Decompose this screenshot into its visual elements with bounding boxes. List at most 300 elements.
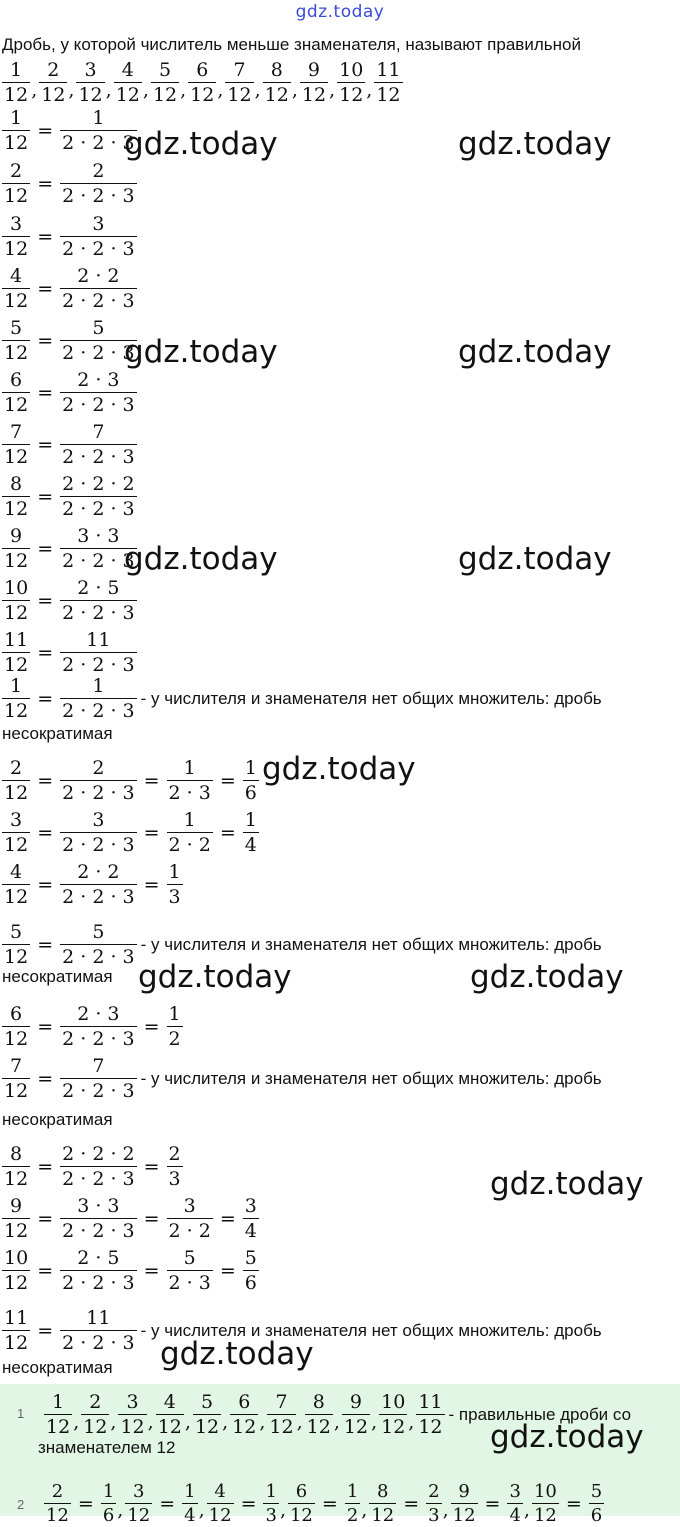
answer-fraction (44, 1480, 71, 1527)
fraction-denominator: 12 (4, 238, 29, 260)
fraction-left (2, 264, 30, 313)
answer-fraction (379, 1390, 407, 1439)
comma: , (184, 1411, 191, 1433)
fraction-denominator: 2 · 2 · 3 (62, 1080, 135, 1102)
answer-reduced-fraction (263, 1480, 278, 1527)
fraction-left (2, 316, 30, 365)
watermark: gdz.today (138, 959, 292, 995)
factorization-row (2, 159, 137, 208)
fraction-numerator: 6 (295, 1481, 308, 1502)
equals-sign: = (143, 1155, 160, 1178)
fraction-denominator: 12 (371, 1505, 395, 1526)
fraction-denominator: 4 (184, 1505, 196, 1526)
fraction-numerator: 3 · 3 (77, 1195, 120, 1217)
fraction-denominator: 12 (4, 834, 29, 856)
fraction-denominator: 2 · 2 · 3 (62, 238, 135, 260)
equals-sign: = (159, 1492, 176, 1515)
watermark: gdz.today (262, 751, 416, 787)
fraction-denominator: 12 (4, 886, 29, 908)
irreducible-note: - у числителя и знаменателя нет общих множитель: дробь (140, 1068, 602, 1088)
fraction-denominator: 12 (4, 782, 29, 804)
fraction-numerator: 2 · 2 (77, 861, 120, 883)
fraction-left (2, 756, 30, 805)
fraction-numerator: 2 (92, 757, 105, 779)
factorization-row (2, 524, 137, 573)
fraction-numerator: 1 (168, 861, 181, 883)
watermark: gdz.today (458, 334, 612, 370)
irreducible-note: - у числителя и знаменателя нет общих множитель: дробь (140, 688, 602, 708)
fraction-denominator: 2 · 3 (168, 782, 211, 804)
factorization-row (2, 316, 137, 365)
answer-fraction (305, 1390, 333, 1439)
fraction-result (243, 756, 259, 805)
fraction-denominator: 4 (244, 1220, 257, 1242)
fraction-denominator: 2 · 2 · 3 (62, 1168, 135, 1190)
list-fraction (374, 58, 402, 107)
answer-fraction (416, 1390, 444, 1439)
fraction-denominator: 12 (4, 602, 29, 624)
equals-sign: = (321, 1492, 338, 1515)
fraction-denominator: 6 (102, 1505, 115, 1526)
equals-sign: = (37, 769, 54, 792)
fraction-numerator: 5 (92, 921, 105, 943)
answer-1-note: - правильные дроби со (448, 1404, 632, 1424)
list-fraction (225, 58, 253, 107)
reduction-row (2, 674, 602, 723)
fraction-numerator: 1 (183, 757, 196, 779)
fraction-numerator: 3 · 3 (77, 525, 120, 547)
fraction-factored (60, 159, 137, 208)
fraction-numerator: 2 (10, 160, 23, 182)
equals-sign: = (37, 329, 54, 352)
fraction-result (243, 1194, 259, 1243)
fraction-denominator: 2 · 2 · 3 (62, 132, 135, 154)
fraction-factored (60, 808, 137, 857)
fraction-left (2, 576, 30, 625)
answer-fraction (532, 1480, 559, 1527)
fraction-numerator: 1 (346, 1481, 359, 1502)
fraction-denominator: 3 (168, 1168, 181, 1190)
answer-reduced-fraction (345, 1480, 360, 1527)
fraction-factored (60, 1246, 137, 1295)
fraction-numerator: 1 (244, 809, 257, 831)
equals-sign: = (37, 933, 54, 956)
fraction-factored (60, 472, 137, 521)
watermark: gdz.today (470, 959, 624, 995)
answer-number-2: 2 (17, 1497, 25, 1512)
fraction-denominator: 12 (381, 1416, 406, 1438)
answer-1-note-line2 (38, 1438, 175, 1458)
fraction-denominator: 2 · 2 · 3 (62, 394, 135, 416)
comma: , (259, 1411, 266, 1433)
fraction-factored (60, 576, 137, 625)
fraction-denominator: 12 (533, 1505, 557, 1526)
proper-fractions-list (2, 58, 403, 107)
fraction-denominator: 12 (4, 946, 29, 968)
factorization-row (2, 368, 137, 417)
fraction-denominator: 12 (418, 1416, 443, 1438)
comma: , (31, 79, 38, 101)
answer-fraction (267, 1390, 295, 1439)
equals-sign: = (219, 769, 236, 792)
fraction-denominator: 12 (4, 84, 29, 106)
equals-sign: = (37, 873, 54, 896)
fraction-numerator: 2 (168, 1143, 181, 1165)
comma: , (361, 1499, 368, 1521)
fraction-denominator: 2 · 2 · 3 (62, 886, 135, 908)
fraction-numerator: 7 (275, 1391, 288, 1413)
fraction-left (2, 1054, 30, 1103)
equals-sign: = (143, 1207, 160, 1230)
fraction-left (2, 472, 30, 521)
comma: , (296, 1411, 303, 1433)
fraction-denominator: 12 (4, 1272, 29, 1294)
comma: , (217, 79, 224, 101)
irreducible-word: несократимая (2, 724, 113, 743)
comma: , (198, 1499, 205, 1521)
fraction-numerator: 1 (184, 1481, 196, 1502)
answer-fraction (369, 1480, 396, 1527)
equals-sign: = (37, 225, 54, 248)
fraction-numerator: 9 (10, 1195, 23, 1217)
answer-1-note2-text: знаменателем 12 (38, 1438, 176, 1457)
fraction-denominator: 12 (4, 654, 29, 676)
fraction-left (2, 420, 30, 469)
fraction-denominator: 12 (4, 1220, 29, 1242)
equals-sign: = (37, 1155, 54, 1178)
equals-sign: = (37, 1207, 54, 1230)
equals-sign: = (37, 1015, 54, 1038)
comma: , (105, 79, 112, 101)
fraction-denominator: 2 · 2 (168, 834, 211, 856)
fraction-denominator: 12 (289, 1505, 313, 1526)
answer-fraction (288, 1480, 315, 1527)
fraction-numerator: 1 (92, 107, 105, 129)
fraction-numerator: 1 (102, 1481, 115, 1502)
comma: , (366, 79, 373, 101)
list-fraction (114, 58, 142, 107)
answer-fraction (81, 1390, 109, 1439)
fraction-numerator: 5 (244, 1247, 257, 1269)
fraction-numerator: 5 (590, 1481, 603, 1502)
answer-fraction (156, 1390, 184, 1439)
fraction-denominator: 12 (4, 342, 29, 364)
factorization-row (2, 420, 137, 469)
site-logo[interactable]: gdz.today (295, 2, 385, 22)
reduction-row (2, 808, 259, 857)
fraction-denominator: 2 · 2 · 3 (62, 602, 135, 624)
fraction-numerator: 7 (92, 1055, 105, 1077)
fraction-factored (60, 628, 137, 677)
fraction-numerator: 3 (183, 1195, 196, 1217)
answer-fraction (118, 1390, 146, 1439)
fraction-numerator: 2 (47, 59, 60, 81)
answer-fraction (451, 1480, 478, 1527)
fraction-denominator: 2 · 2 · 3 (62, 446, 135, 468)
fraction-factored (60, 1002, 137, 1051)
equals-sign: = (565, 1492, 582, 1515)
factorization-row (2, 576, 137, 625)
list-fraction (151, 58, 179, 107)
fraction-denominator: 12 (4, 1028, 29, 1050)
fraction-denominator: 12 (4, 290, 29, 312)
fraction-numerator: 1 (244, 757, 257, 779)
fraction-numerator: 6 (196, 59, 209, 81)
answer-number-1: 1 (17, 1406, 25, 1421)
comma: , (117, 1499, 124, 1521)
fraction-numerator: 3 (133, 1481, 145, 1502)
fraction-denominator: 12 (4, 1332, 29, 1354)
fraction-denominator: 3 (265, 1505, 277, 1526)
fraction-cancelled (167, 756, 213, 805)
equals-sign: = (37, 537, 54, 560)
fraction-numerator: 11 (4, 629, 29, 651)
fraction-numerator: 5 (158, 59, 172, 81)
answer-fraction (342, 1390, 370, 1439)
equals-sign: = (37, 485, 54, 508)
reduction-row (2, 1246, 259, 1295)
fraction-denominator: 12 (4, 394, 29, 416)
fraction-numerator: 2 · 5 (77, 1247, 120, 1269)
list-fraction (2, 58, 30, 107)
fraction-numerator: 3 (92, 809, 105, 831)
fraction-numerator: 5 (92, 317, 105, 339)
list-fraction (263, 58, 291, 107)
fraction-numerator: 5 (183, 1247, 196, 1269)
fraction-denominator: 12 (343, 1416, 369, 1438)
fraction-numerator: 8 (10, 1143, 23, 1165)
answer-2-reductions (44, 1480, 604, 1527)
reduction-row (2, 1194, 259, 1243)
equals-sign: = (77, 1492, 94, 1515)
comma: , (73, 1411, 80, 1433)
fraction-numerator: 10 (4, 577, 29, 599)
fraction-denominator: 4 (509, 1505, 521, 1526)
comma: , (68, 79, 75, 101)
fraction-numerator: 1 (168, 1003, 181, 1025)
fraction-numerator: 2 (51, 1481, 64, 1502)
fraction-denominator: 12 (264, 84, 289, 106)
fraction-left (2, 159, 30, 208)
fraction-numerator: 3 (92, 213, 105, 235)
fraction-numerator: 3 (509, 1481, 521, 1502)
fraction-factored (60, 1142, 137, 1191)
fraction-left (2, 1142, 30, 1191)
fraction-numerator: 4 (163, 1391, 176, 1413)
fraction-numerator: 11 (418, 1391, 443, 1413)
reduction-row (2, 860, 183, 909)
fraction-numerator: 6 (238, 1391, 251, 1413)
equals-sign: = (484, 1492, 501, 1515)
fraction-denominator: 2 · 2 · 3 (62, 1332, 135, 1354)
equals-sign: = (37, 1259, 54, 1282)
fraction-denominator: 12 (41, 84, 66, 106)
fraction-numerator: 11 (86, 629, 111, 651)
fraction-numerator: 8 (312, 1391, 325, 1413)
fraction-denominator: 2 · 2 · 3 (62, 185, 135, 207)
fraction-numerator: 1 (10, 675, 23, 697)
irreducible-word: несократимая (2, 1110, 113, 1129)
fraction-numerator: 7 (92, 421, 105, 443)
watermark: gdz.today (490, 1166, 644, 1202)
fraction-denominator: 12 (78, 84, 103, 106)
fraction-numerator: 2 · 2 · 2 (62, 473, 135, 495)
watermark: gdz.today (124, 541, 278, 577)
fraction-denominator: 12 (4, 498, 29, 520)
irreducible-note: - у числителя и знаменателя нет общих множитель: дробь (140, 1320, 602, 1340)
fraction-numerator: 10 (381, 1391, 406, 1413)
fraction-denominator: 2 · 2 · 3 (62, 834, 135, 856)
equals-sign: = (37, 589, 54, 612)
fraction-denominator: 12 (46, 1416, 71, 1438)
fraction-numerator: 9 (10, 525, 23, 547)
comma: , (110, 1411, 117, 1433)
fraction-denominator: 2 · 2 · 3 (62, 700, 135, 722)
equals-sign: = (143, 1015, 160, 1038)
irreducible-word: несократимая (2, 1358, 113, 1377)
fraction-numerator: 7 (10, 421, 23, 443)
fraction-denominator: 12 (208, 1505, 232, 1526)
fraction-numerator: 2 (92, 160, 105, 182)
factorization-row (2, 472, 137, 521)
equals-sign: = (219, 1207, 236, 1230)
comma: , (291, 79, 298, 101)
fraction-numerator: 10 (4, 1247, 29, 1269)
factorization-row (2, 264, 137, 313)
watermark: gdz.today (458, 541, 612, 577)
comma: , (142, 79, 149, 101)
equals-sign: = (219, 1259, 236, 1282)
watermark: gdz.today (124, 126, 278, 162)
fraction-numerator: 6 (10, 1003, 23, 1025)
fraction-denominator: 12 (306, 1416, 331, 1438)
equals-sign: = (37, 172, 54, 195)
fraction-denominator: 12 (227, 84, 252, 106)
fraction-factored (60, 674, 137, 723)
fraction-numerator: 11 (376, 59, 401, 81)
list-fraction (76, 58, 104, 107)
fraction-cancelled (167, 1246, 213, 1295)
fraction-denominator: 12 (46, 1505, 69, 1526)
comma: , (371, 1411, 378, 1433)
reduction-row (2, 1002, 183, 1051)
answer-reduced-fraction (101, 1480, 116, 1527)
fraction-left (2, 524, 30, 573)
fraction-left (2, 674, 30, 723)
fraction-numerator: 8 (10, 473, 23, 495)
fraction-left (2, 368, 30, 417)
fraction-numerator: 3 (10, 213, 23, 235)
fraction-result (167, 860, 183, 909)
fraction-numerator: 7 (233, 59, 246, 81)
watermark: gdz.today (124, 334, 278, 370)
fraction-denominator: 12 (4, 1168, 29, 1190)
answer-reduced-fraction (507, 1480, 522, 1527)
fraction-result (243, 808, 259, 857)
fraction-factored (60, 1306, 137, 1355)
fraction-numerator: 11 (4, 1307, 29, 1329)
fraction-denominator: 12 (4, 132, 29, 154)
fraction-denominator: 3 (428, 1505, 440, 1526)
fraction-factored (60, 756, 137, 805)
fraction-denominator: 6 (244, 1272, 257, 1294)
reduction-row (2, 756, 259, 805)
reduction-row (2, 1054, 602, 1103)
fraction-denominator: 12 (4, 1080, 29, 1102)
fraction-denominator: 12 (4, 446, 29, 468)
equals-sign: = (37, 433, 54, 456)
fraction-denominator: 2 (346, 1505, 359, 1526)
equals-sign: = (37, 687, 54, 710)
intro-text: Дробь, у которой числитель меньше знаменателя, называют правильной (2, 35, 581, 54)
fraction-result (243, 1246, 259, 1295)
equals-sign: = (37, 821, 54, 844)
list-fraction (39, 58, 67, 107)
fraction-numerator: 2 (89, 1391, 102, 1413)
watermark: gdz.today (490, 1419, 644, 1455)
equals-sign: = (219, 821, 236, 844)
fraction-cancelled (167, 808, 213, 857)
fraction-denominator: 2 · 2 · 3 (62, 342, 135, 364)
fraction-denominator: 3 (168, 886, 181, 908)
equals-sign: = (37, 641, 54, 664)
fraction-denominator: 12 (4, 185, 29, 207)
equals-sign: = (403, 1492, 420, 1515)
irreducible-word: несократимая (2, 967, 113, 986)
fraction-numerator: 1 (183, 809, 196, 831)
fraction-numerator: 3 (10, 809, 23, 831)
fraction-numerator: 3 (244, 1195, 257, 1217)
list-fraction (337, 58, 365, 107)
comma: , (254, 79, 261, 101)
comma: , (442, 1499, 449, 1521)
equals-sign: = (37, 1067, 54, 1090)
answer-fraction (125, 1480, 152, 1527)
answer-reduced-fraction (426, 1480, 441, 1527)
fraction-factored (60, 1054, 137, 1103)
fraction-numerator: 1 (265, 1481, 277, 1502)
fraction-denominator: 12 (115, 84, 140, 106)
factorization-row (2, 628, 137, 677)
factorization-row (2, 212, 137, 261)
fraction-denominator: 12 (4, 550, 29, 572)
fraction-factored (60, 920, 137, 969)
fraction-denominator: 12 (376, 84, 401, 106)
fraction-denominator: 2 · 2 · 3 (62, 290, 135, 312)
fraction-numerator: 11 (86, 1307, 111, 1329)
fraction-factored (60, 264, 137, 313)
comma: , (408, 1411, 415, 1433)
answer-fraction (207, 1480, 234, 1527)
comma: , (333, 1411, 340, 1433)
fraction-numerator: 2 · 5 (77, 577, 120, 599)
irreducible-note: - у числителя и знаменателя нет общих множитель: дробь (140, 934, 602, 954)
fraction-denominator: 2 · 2 · 3 (62, 1028, 135, 1050)
fraction-left (2, 1246, 30, 1295)
equals-sign: = (37, 1319, 54, 1342)
comma: , (180, 79, 187, 101)
answer-reduced-fraction (589, 1480, 604, 1527)
fraction-numerator: 2 · 3 (77, 369, 120, 391)
equals-sign: = (143, 769, 160, 792)
fraction-numerator: 8 (377, 1481, 389, 1502)
fraction-left (2, 860, 30, 909)
fraction-numerator: 5 (10, 921, 23, 943)
fraction-factored (60, 1194, 137, 1243)
fraction-factored (60, 860, 137, 909)
reduction-row (2, 1142, 183, 1191)
fraction-denominator: 12 (190, 84, 215, 106)
